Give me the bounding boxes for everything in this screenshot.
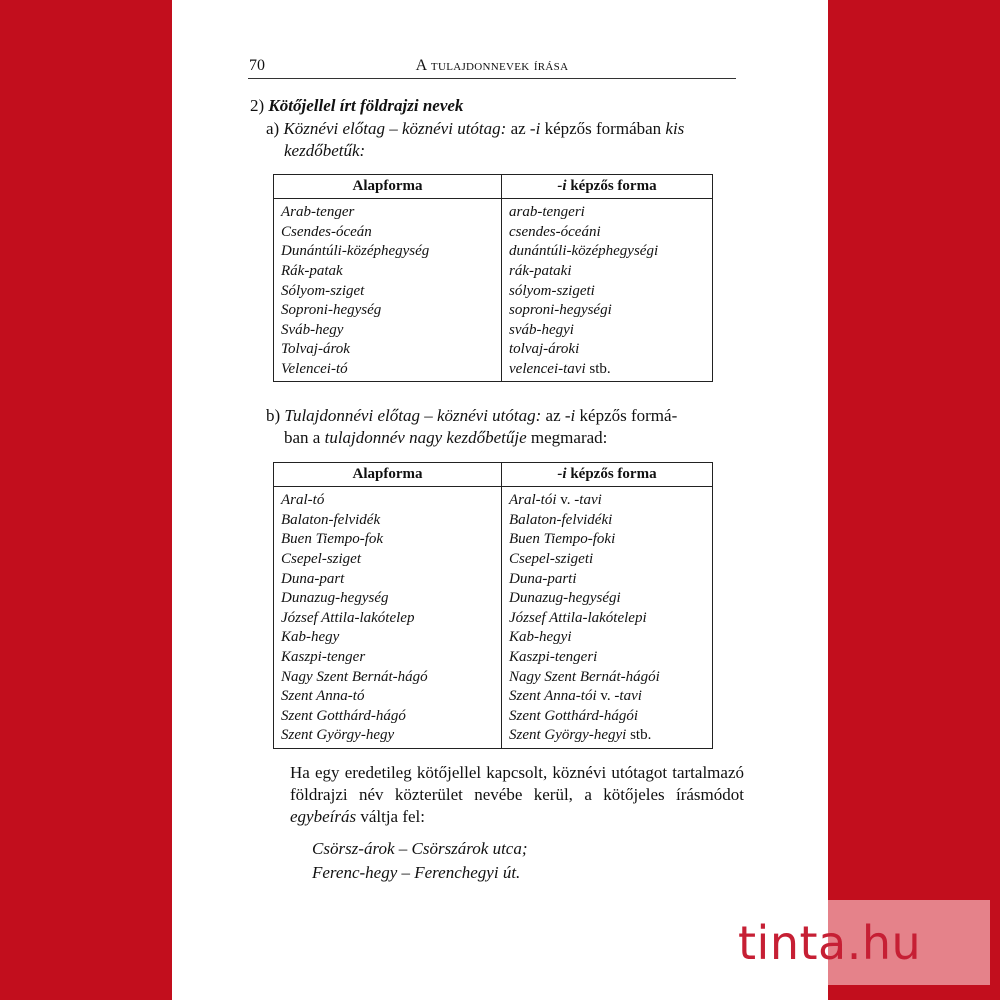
page-number: 70 — [249, 57, 265, 74]
table-row — [274, 609, 713, 629]
derived-form-cell: tolvaj-ároki — [502, 340, 713, 360]
watermark-logo: tinta.hu — [738, 916, 922, 970]
examples — [312, 837, 528, 885]
table-row — [274, 687, 713, 707]
para-b-italic3: tulajdonnév nagy kezdőbetűje — [324, 428, 527, 447]
derived-form-cell: rák-pataki — [502, 262, 713, 282]
table-row — [274, 569, 713, 589]
table-row — [274, 242, 713, 262]
para-b-text2: képzős formá- — [575, 406, 678, 425]
para-c-text1: Ha egy eredetileg kötőjellel kapcsolt, köznévi utótagot tartalmazó földrajzi név közterület nevébe kerül, a kötőjeles írásmódot — [290, 763, 744, 804]
para-b-text1: az - — [541, 406, 571, 425]
derived-form-cell: dunántúli-középhegységi — [502, 242, 713, 262]
table-row — [274, 589, 713, 609]
base-form-cell: Kaszpi-tenger — [274, 648, 502, 668]
cell-alt-form: -tavi — [574, 492, 602, 509]
derived-form-cell: Szent Anna-tói v. -tavi — [502, 687, 713, 707]
base-form-cell: Dunántúli-középhegység — [274, 242, 502, 262]
derived-form-cell: Dunazug-hegységi — [502, 589, 713, 609]
para-b-line2-pre: ban a — [284, 428, 325, 447]
base-form-cell: Csepel-sziget — [274, 550, 502, 570]
base-form-cell: Csendes-óceán — [274, 223, 502, 243]
para-b-marker: b) — [266, 406, 281, 425]
base-form-cell: Szent Anna-tó — [274, 687, 502, 707]
table-a-header-derived — [502, 175, 713, 199]
table-row — [274, 321, 713, 341]
base-form-cell: Szent Gotthárd-hágó — [274, 707, 502, 727]
base-form-cell: Buen Tiempo-fok — [274, 530, 502, 550]
table-row — [274, 262, 713, 282]
derived-form-cell: Nagy Szent Bernát-hágói — [502, 667, 713, 687]
section-number: 2) — [250, 96, 265, 115]
table-row — [274, 707, 713, 727]
section-title — [250, 96, 463, 116]
derived-form-cell: csendes-óceáni — [502, 223, 713, 243]
table-row — [274, 726, 713, 748]
para-a-text2: képzős formában — [540, 119, 666, 138]
base-form-cell: Arab-tenger — [274, 199, 502, 223]
base-form-cell: Kab-hegy — [274, 628, 502, 648]
derived-form-cell: Szent György-hegyi stb. — [502, 726, 713, 748]
base-form-cell: Duna-part — [274, 569, 502, 589]
table-row — [274, 530, 713, 550]
table-row — [274, 223, 713, 243]
derived-form-cell: József Attila-lakótelepi — [502, 609, 713, 629]
derived-form-cell: soproni-hegységi — [502, 301, 713, 321]
base-form-cell: Rák-patak — [274, 262, 502, 282]
table-row — [274, 550, 713, 570]
table-row — [274, 301, 713, 321]
table-a-header-base: Alapforma — [274, 175, 502, 199]
table-row — [274, 281, 713, 301]
header-suffix-italic: -i — [557, 178, 567, 194]
base-form-cell: Szent György-hegy — [274, 726, 502, 748]
table-row — [274, 667, 713, 687]
base-form-cell: Nagy Szent Bernát-hágó — [274, 667, 502, 687]
table-row — [274, 628, 713, 648]
derived-form-cell: Duna-parti — [502, 569, 713, 589]
para-c-italic: egybeírás — [290, 807, 357, 826]
para-b-italic1: Tulajdonnévi előtag – köznévi utótag: — [284, 406, 542, 425]
cell-etc-marker: stb. — [585, 361, 611, 378]
paragraph-c — [290, 762, 744, 828]
cell-or-marker: v. — [556, 492, 575, 509]
derived-form-cell: Kaszpi-tengeri — [502, 648, 713, 668]
table-a — [273, 174, 713, 382]
derived-form-cell: Csepel-szigeti — [502, 550, 713, 570]
table-row — [274, 340, 713, 360]
section-heading: Kötőjellel írt földrajzi nevek — [268, 96, 464, 115]
example-line: Ferenc-hegy – Ferenchegyi út. — [312, 863, 521, 882]
para-a-text1: az - — [506, 119, 536, 138]
base-form-cell: Soproni-hegység — [274, 301, 502, 321]
running-title: A tulajdonnevek írása — [415, 57, 569, 74]
base-form-cell: József Attila-lakótelep — [274, 609, 502, 629]
para-c-text2: váltja fel: — [356, 807, 426, 826]
paragraph-a — [266, 118, 744, 162]
para-a-marker: a) — [266, 119, 280, 138]
header-rest: képzős forma — [566, 178, 657, 194]
derived-form-cell: sváb-hegyi — [502, 321, 713, 341]
cell-alt-form: -tavi — [614, 688, 642, 705]
para-a-italic1: Köznévi előtag – köznévi utótag: — [283, 119, 507, 138]
base-form-cell: Tolvaj-árok — [274, 340, 502, 360]
derived-form-cell: sólyom-szigeti — [502, 281, 713, 301]
derived-form-cell: Aral-tói v. -tavi — [502, 487, 713, 511]
para-b-line2-post: megmarad: — [526, 428, 608, 447]
example-line: Csörsz-árok – Csörszárok utca; — [312, 839, 528, 858]
table-row — [274, 511, 713, 531]
header-rest: képzős forma — [566, 466, 657, 482]
para-b-italic2: i — [570, 406, 576, 425]
base-form-cell: Velencei-tó — [274, 360, 502, 382]
cell-or-marker: v. — [596, 688, 615, 705]
base-form-cell: Aral-tó — [274, 487, 502, 511]
paragraph-b — [266, 405, 744, 449]
derived-form-cell: Kab-hegyi — [502, 628, 713, 648]
para-a-italic2: i — [535, 119, 541, 138]
table-b — [273, 462, 713, 749]
table-row — [274, 487, 713, 511]
derived-form-cell: Szent Gotthárd-hágói — [502, 707, 713, 727]
para-a-italic3: kis — [665, 119, 685, 138]
base-form-cell: Sólyom-sziget — [274, 281, 502, 301]
table-b-header-derived — [502, 463, 713, 487]
para-a-line2: kezdőbetűk: — [284, 141, 366, 160]
base-form-cell: Balaton-felvidék — [274, 511, 502, 531]
derived-form-cell: arab-tengeri — [502, 199, 713, 223]
base-form-cell: Dunazug-hegység — [274, 589, 502, 609]
book-page — [172, 0, 828, 1000]
derived-form-cell: Buen Tiempo-foki — [502, 530, 713, 550]
header-suffix-italic: -i — [557, 466, 567, 482]
base-form-cell: Sváb-hegy — [274, 321, 502, 341]
cell-etc-marker: stb. — [626, 727, 652, 744]
table-row — [274, 199, 713, 223]
table-b-header-base: Alapforma — [274, 463, 502, 487]
derived-form-cell: velencei-tavi stb. — [502, 360, 713, 382]
table-row — [274, 360, 713, 382]
derived-form-cell: Balaton-felvidéki — [502, 511, 713, 531]
page-header — [248, 56, 736, 79]
table-row — [274, 648, 713, 668]
